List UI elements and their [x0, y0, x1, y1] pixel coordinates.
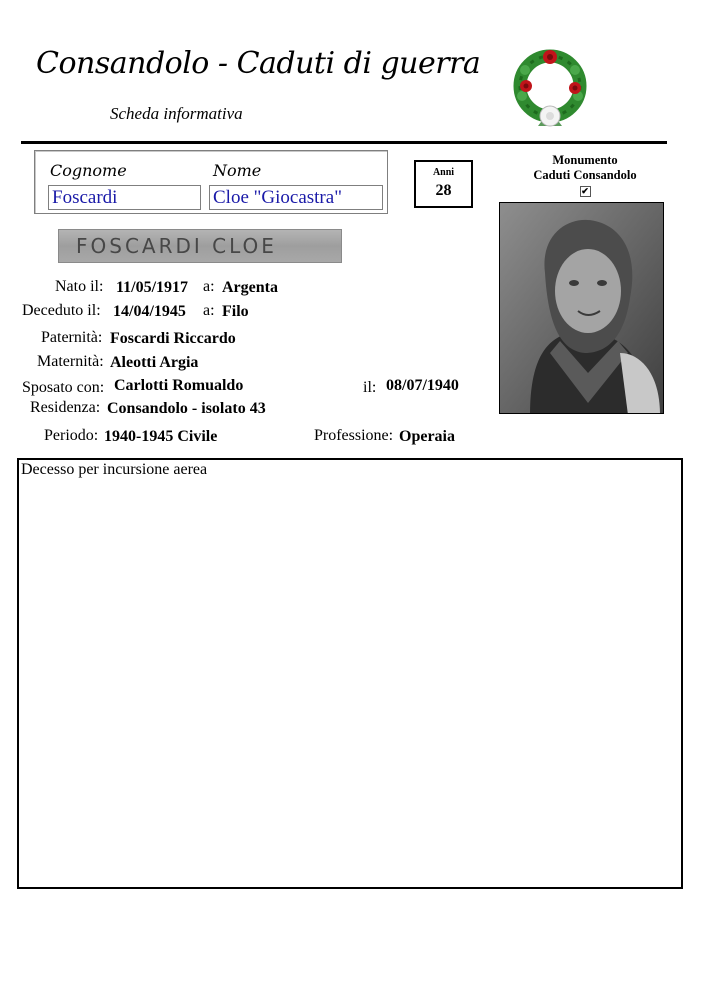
born-place-label: a: — [203, 278, 215, 295]
spouse-label: Sposato con: — [22, 379, 105, 396]
name-panel — [34, 150, 388, 214]
died-label: Deceduto il: — [22, 302, 101, 319]
monument-checkbox[interactable]: ✔ — [581, 186, 589, 196]
header-rule — [21, 141, 667, 144]
wreath-icon — [508, 40, 592, 136]
mother-value: Aleotti Argia — [110, 354, 199, 371]
marriage-date-label: il: — [363, 379, 377, 396]
born-label: Nato il: — [55, 278, 104, 295]
age-value: 28 — [435, 182, 452, 199]
father-label: Paternità: — [41, 329, 103, 346]
portrait-photo — [499, 202, 664, 414]
age-label: Anni — [432, 167, 455, 178]
surname-label: Cognome — [50, 161, 127, 180]
surname-field[interactable]: Foscardi — [48, 185, 201, 210]
profession-value: Operaia — [399, 428, 455, 445]
notes-field[interactable]: Decesso per incursione aerea — [17, 458, 683, 889]
spouse-value: Carlotti Romualdo — [114, 377, 244, 394]
page-title: Consandolo - Caduti di guerra — [36, 46, 481, 81]
plaque-image — [58, 229, 342, 263]
father-value: Foscardi Riccardo — [110, 330, 236, 347]
died-place: Filo — [222, 303, 249, 320]
plaque-text: FOSCARDI CLOE — [76, 234, 277, 258]
died-place-label: a: — [203, 302, 215, 319]
born-place: Argenta — [222, 279, 278, 296]
monument-label-line1: Monumento — [552, 153, 618, 167]
period-label: Periodo: — [44, 427, 99, 444]
age-box — [414, 160, 473, 208]
name-field[interactable]: Cloe "Giocastra" — [209, 185, 383, 210]
monument-flag — [522, 153, 648, 198]
mother-label: Maternità: — [37, 353, 104, 370]
born-date: 11/05/1917 — [116, 279, 189, 296]
marriage-date: 08/07/1940 — [386, 377, 459, 394]
profession-label: Professione: — [314, 427, 394, 444]
period-value: 1940-1945 Civile — [104, 428, 218, 445]
died-date: 14/04/1945 — [113, 303, 186, 320]
residence-label: Residenza: — [30, 399, 101, 416]
monument-label-line2: Caduti Consandolo — [533, 168, 637, 182]
name-label: Nome — [213, 161, 262, 180]
residence-value: Consandolo - isolato 43 — [107, 400, 266, 417]
page-subtitle: Scheda informativa — [110, 104, 243, 123]
